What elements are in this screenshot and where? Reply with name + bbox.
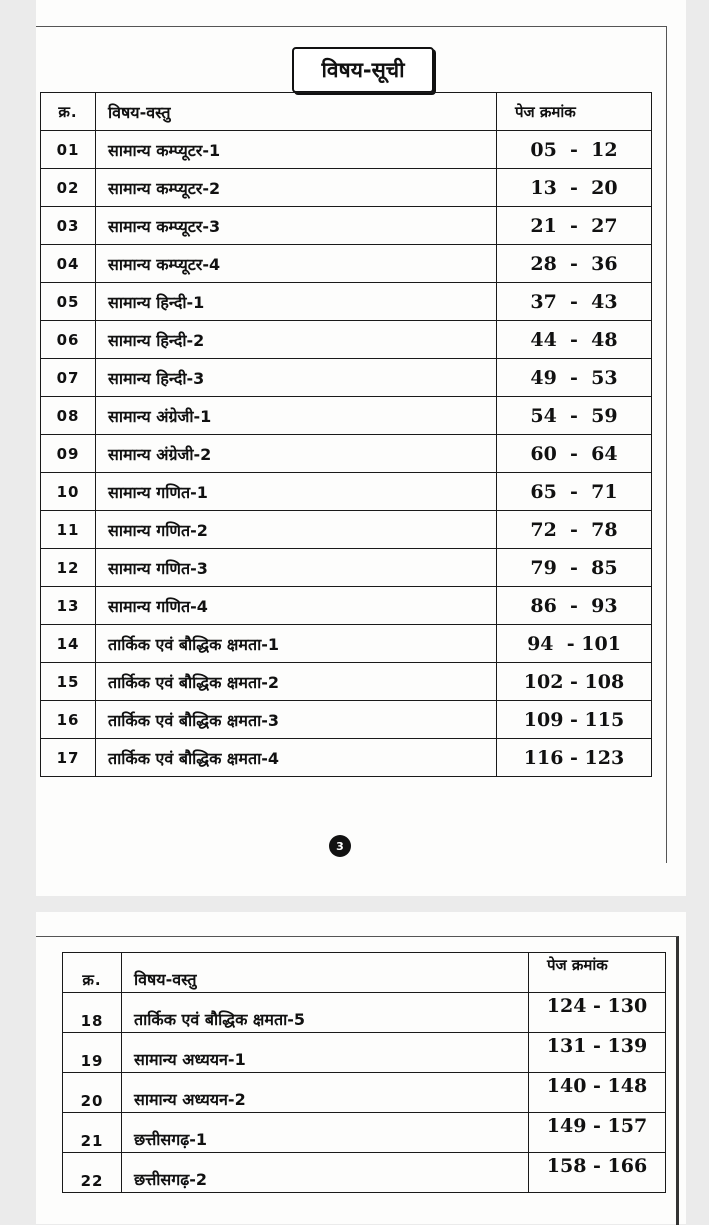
- row-pages: 94 - 101: [497, 625, 652, 663]
- row-number: 13: [41, 587, 96, 625]
- row-pages: 109 - 115: [497, 701, 652, 739]
- row-subject: सामान्य कम्प्यूटर-2: [96, 169, 497, 207]
- row-number: 22: [63, 1153, 122, 1193]
- row-number: 15: [41, 663, 96, 701]
- row-subject: तार्किक एवं बौद्धिक क्षमता-3: [96, 701, 497, 739]
- table-row: [41, 169, 652, 207]
- row-subject: सामान्य अंग्रेजी-1: [96, 397, 497, 435]
- table-row: [41, 207, 652, 245]
- page-title: विषय-सूची: [292, 47, 434, 93]
- table-row: [41, 701, 652, 739]
- page-sheet-2: [36, 912, 686, 1224]
- row-number: 07: [41, 359, 96, 397]
- header-subject: विषय-वस्तु: [122, 953, 529, 993]
- row-subject: सामान्य गणित-3: [96, 549, 497, 587]
- row-number: 17: [41, 739, 96, 777]
- row-pages: 60 - 64: [497, 435, 652, 473]
- page-sheet-1: [36, 0, 686, 896]
- row-subject: सामान्य कम्प्यूटर-4: [96, 245, 497, 283]
- row-number: 21: [63, 1113, 122, 1153]
- page-frame-1: [36, 26, 667, 863]
- table-row: [41, 131, 652, 169]
- table-row: [41, 739, 652, 777]
- row-pages: 116 - 123: [497, 739, 652, 777]
- contents-table-1: [40, 92, 652, 777]
- row-pages: 124 - 130: [529, 993, 666, 1033]
- row-pages: 05 - 12: [497, 131, 652, 169]
- row-pages: 102 - 108: [497, 663, 652, 701]
- table-row: [41, 549, 652, 587]
- row-pages: 149 - 157: [529, 1113, 666, 1153]
- table-row: [41, 587, 652, 625]
- row-number: 20: [63, 1073, 122, 1113]
- header-pages: पेज क्रमांक: [529, 953, 666, 993]
- row-number: 06: [41, 321, 96, 359]
- row-number: 02: [41, 169, 96, 207]
- row-subject: तार्किक एवं बौद्धिक क्षमता-1: [96, 625, 497, 663]
- table-row: [41, 625, 652, 663]
- table-row: [63, 1033, 666, 1073]
- row-pages: 21 - 27: [497, 207, 652, 245]
- page-number-badge: 3: [329, 835, 351, 857]
- row-number: 19: [63, 1033, 122, 1073]
- row-subject: सामान्य हिन्दी-3: [96, 359, 497, 397]
- row-number: 11: [41, 511, 96, 549]
- row-subject: तार्किक एवं बौद्धिक क्षमता-4: [96, 739, 497, 777]
- table-row: [41, 397, 652, 435]
- row-subject: सामान्य हिन्दी-2: [96, 321, 497, 359]
- row-number: 18: [63, 993, 122, 1033]
- header-no: क्र.: [63, 953, 122, 993]
- row-number: 03: [41, 207, 96, 245]
- table-row: [41, 663, 652, 701]
- row-subject: सामान्य गणित-4: [96, 587, 497, 625]
- row-subject: सामान्य कम्प्यूटर-1: [96, 131, 497, 169]
- row-pages: 158 - 166: [529, 1153, 666, 1193]
- row-subject: सामान्य गणित-2: [96, 511, 497, 549]
- table-row: [63, 1153, 666, 1193]
- row-pages: 54 - 59: [497, 397, 652, 435]
- page-frame-2: [36, 936, 679, 1225]
- row-number: 10: [41, 473, 96, 511]
- row-number: 01: [41, 131, 96, 169]
- row-subject: सामान्य अध्ययन-2: [122, 1073, 529, 1113]
- row-pages: 37 - 43: [497, 283, 652, 321]
- row-pages: 28 - 36: [497, 245, 652, 283]
- contents-table-2: [62, 952, 666, 1193]
- row-pages: 86 - 93: [497, 587, 652, 625]
- header-pages: पेज क्रमांक: [497, 93, 652, 131]
- table-row: [41, 359, 652, 397]
- row-pages: 65 - 71: [497, 473, 652, 511]
- row-number: 12: [41, 549, 96, 587]
- row-subject: सामान्य अंग्रेजी-2: [96, 435, 497, 473]
- row-pages: 13 - 20: [497, 169, 652, 207]
- row-subject: सामान्य कम्प्यूटर-3: [96, 207, 497, 245]
- row-subject: सामान्य गणित-1: [96, 473, 497, 511]
- header-no: क्र.: [41, 93, 96, 131]
- row-number: 16: [41, 701, 96, 739]
- row-pages: 49 - 53: [497, 359, 652, 397]
- row-subject: सामान्य हिन्दी-1: [96, 283, 497, 321]
- row-pages: 44 - 48: [497, 321, 652, 359]
- row-pages: 79 - 85: [497, 549, 652, 587]
- table-row: [41, 511, 652, 549]
- table-row: [63, 993, 666, 1033]
- row-pages: 72 - 78: [497, 511, 652, 549]
- row-subject: तार्किक एवं बौद्धिक क्षमता-5: [122, 993, 529, 1033]
- row-pages: 140 - 148: [529, 1073, 666, 1113]
- row-number: 04: [41, 245, 96, 283]
- table-row: [41, 435, 652, 473]
- row-pages: 131 - 139: [529, 1033, 666, 1073]
- table-row: [41, 321, 652, 359]
- table-row: [41, 283, 652, 321]
- table-row: [63, 1073, 666, 1113]
- row-subject: सामान्य अध्ययन-1: [122, 1033, 529, 1073]
- table-row: [41, 245, 652, 283]
- row-subject: छत्तीसगढ़-2: [122, 1153, 529, 1193]
- table-header-row: [63, 953, 666, 993]
- row-number: 08: [41, 397, 96, 435]
- table-header-row: [41, 93, 652, 131]
- header-subject: विषय-वस्तु: [96, 93, 497, 131]
- row-number: 14: [41, 625, 96, 663]
- table-row: [63, 1113, 666, 1153]
- row-subject: तार्किक एवं बौद्धिक क्षमता-2: [96, 663, 497, 701]
- row-number: 09: [41, 435, 96, 473]
- row-subject: छत्तीसगढ़-1: [122, 1113, 529, 1153]
- table-row: [41, 473, 652, 511]
- row-number: 05: [41, 283, 96, 321]
